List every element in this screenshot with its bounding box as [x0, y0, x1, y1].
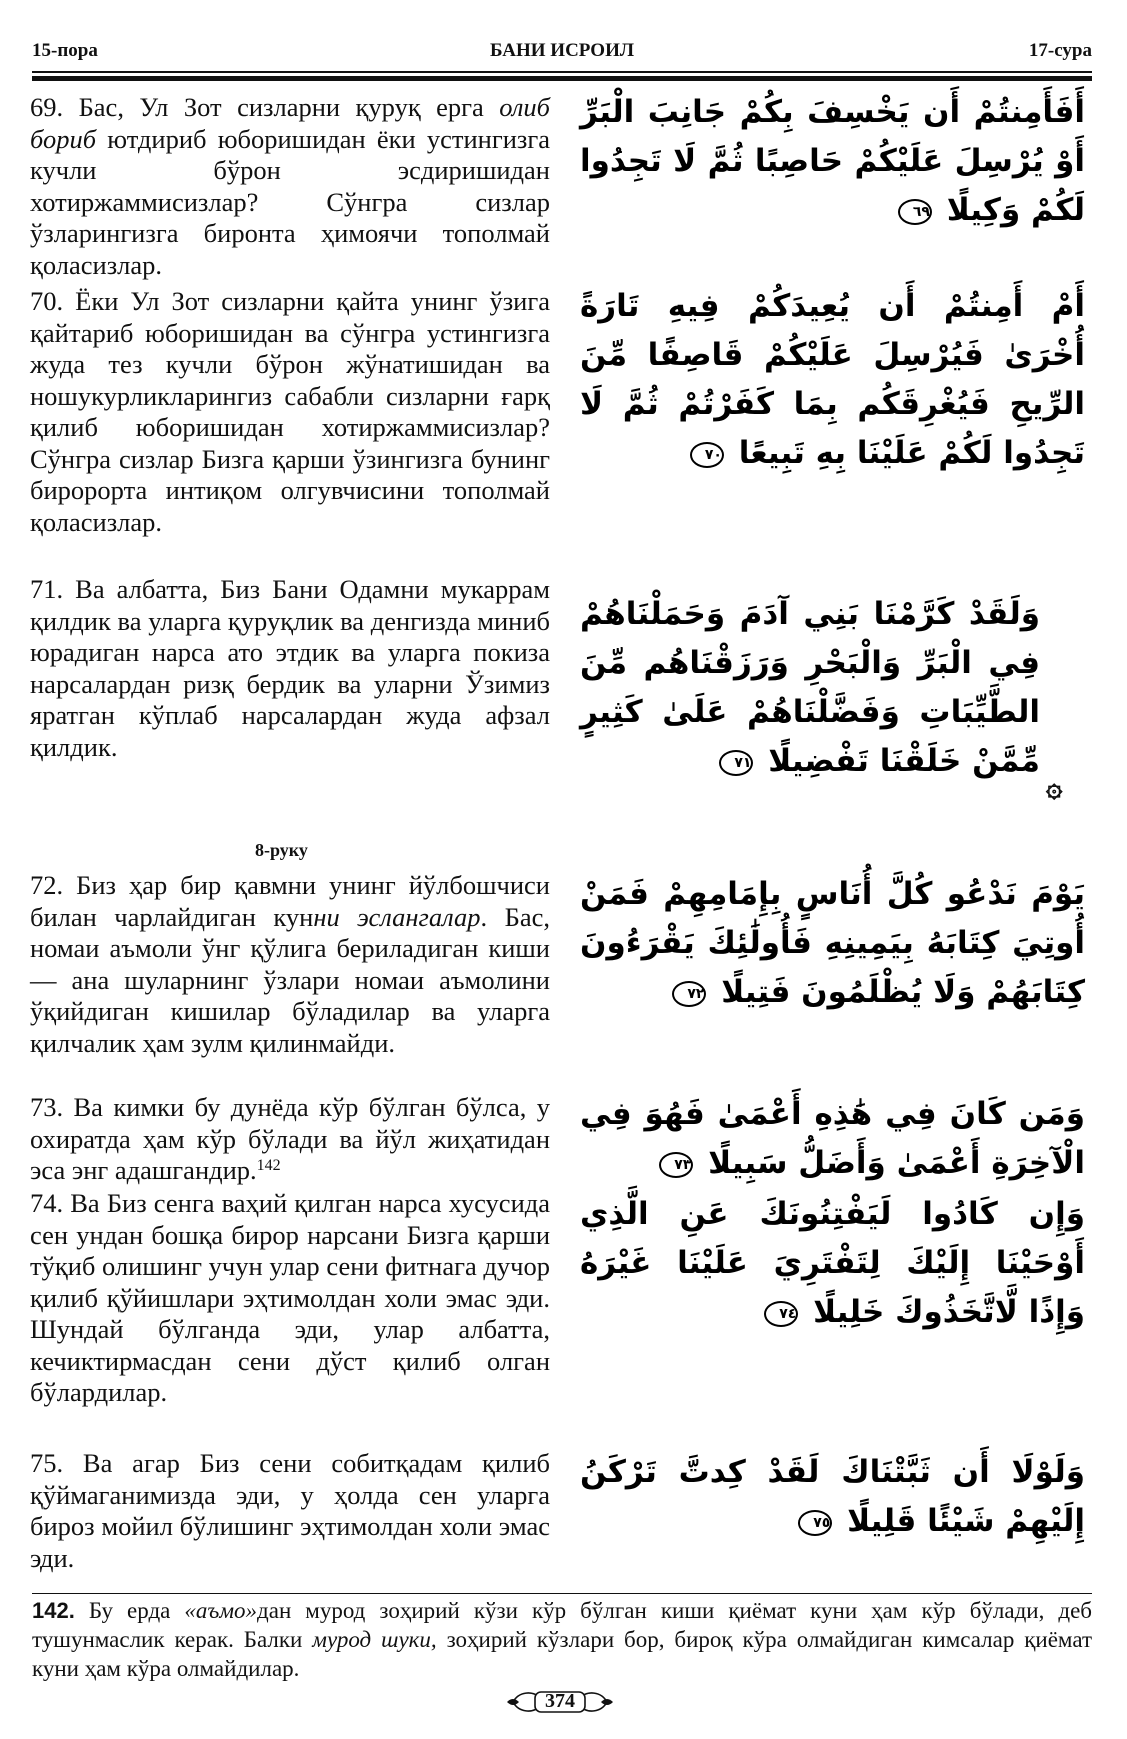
surah-title: БАНИ ИСРОИЛ — [489, 40, 635, 61]
verse-74-arabic: وَإِن كَادُوا لَيَفْتِنُونَكَ عَنِ الَّذِي أَوْحَيْنَا إِلَيْكَ لِتَفْتَرِيَ عَلَيْنَا غَيْرَهُ وَإِذًا لَّاتَّخَذُوكَ خَلِيلًا ٧٤ — [580, 1196, 1085, 1330]
sura-label: 17-сура — [1028, 40, 1092, 61]
verse-71-translation: 71. Ва албатта, Биз Бани Одамни мукаррам қилдик ва уларга қуруқлик ва денгизда миниб юрадиган нарса ато этдик ва уларга покиза нарсалардан ризқ бердик ва уларни Ўзимиз яратган кўплаб нарсалардан жуда афзал қилдик. — [30, 574, 550, 762]
header-rule-thin — [32, 71, 1092, 73]
footnote-ref-142: 142 — [256, 1157, 281, 1174]
verse-70-translation: 70. Ёки Ул Зот сизларни қайта унинг ўзига қайтариб юборишидан ва сўнгра устингизга жуда тез кучли бўрон жўнатишидан ва ношукурликларингиз сабабли сизларни ғарқ қилиб юборишидан хотиржаммисизлар? Сўнгра сизлар Бизга қарши ўзингизга бунинг биророрта интиқом олгувчисини тополмай қоласизлар. — [30, 286, 550, 537]
verse-72-translation: 72. Биз ҳар бир қавмни унинг йўлбошчиси билан чарлайдиган кунни эслангалар. Бас, номаи аъмоли ўнг қўлига бериладиган киши — ана шуларнинг ўзлари номаи аъмолини ўқийдиган кишилар бўладилар ва уларга қилчалик ҳам зулм қилинмайди. — [30, 870, 550, 1058]
ayah-number-75: ٧٥ — [798, 1510, 832, 1536]
verse-74-translation: 74. Ва Биз сенга ваҳий қилган нарса хусусида сен ундан бошқа бирор нарсани Бизга қарши тўқиб олишинг учун улар сени фитнага дучор қилиб қўйишлари эҳтимолдан холи эмас эди. Шундай бўлганда эди, улар албатта, кечиктирмасдан сени дўст қилиб олган бўлардилар. — [30, 1188, 550, 1407]
verse-69-italic: олиб бориб — [30, 92, 550, 154]
ayah-number-71: ٧١ — [719, 750, 753, 776]
verse-75-translation: 75. Ва агар Биз сени собитқадам қилиб қўймаганимизда эди, у ҳолда сен уларга бироз мойил бўлишинг эҳтимолдан холи эмас эди. — [30, 1448, 550, 1573]
page-header — [32, 40, 1092, 68]
page-number: 374 — [505, 1687, 615, 1717]
ayah-number-69: ٦٩ — [898, 199, 932, 225]
rub-marker-icon: ۞ — [1046, 770, 1063, 803]
footnote-142: 142. Бу ерда «аъмо»дан мурод зоҳирий кўзи кўр бўлган киши қиёмат куни ҳам кўр бўлади, деб тушунмаслик керак. Балки мурод шуки, зоҳирий кўзлари бор, бироқ кўра олмайдиган кимсалар қиёмат куни ҳам кўра олмайдилар. — [32, 1598, 1093, 1681]
verse-70-arabic: أَمْ أَمِنتُمْ أَن يُعِيدَكُمْ فِيهِ تَارَةً أُخْرَىٰ فَيُرْسِلَ عَلَيْكُمْ قَاصِفًا مِّنَ الرِّيحِ فَيُغْرِقَكُم بِمَا كَفَرْتُمْ ثُمَّ لَا تَجِدُوا لَكُمْ عَلَيْنَا بِهِ تَبِيعًا ٧٠ — [580, 288, 1085, 471]
ayah-number-72: ٧٢ — [672, 981, 706, 1007]
footnote-number: 142. — [32, 1598, 75, 1623]
ayah-number-73: ٧٣ — [659, 1152, 693, 1178]
ruku-label: 8-руку — [255, 840, 308, 860]
verse-69-translation: 69. Бас, Ул Зот сизларни қуруқ ерга олиб бориб ютдириб юборишидан ёки устингизга кучли бўрон эсдиришидан хотиржаммисизлар? Сўнгра сизлар ўзларингизга биронта ҳимоячи тополмай қоласизлар. — [30, 92, 550, 280]
ayah-number-74: ٧٤ — [764, 1301, 798, 1327]
footnote-rule — [32, 1593, 1092, 1594]
pora-label: 15-пора — [32, 40, 98, 61]
header-rule-thick — [32, 76, 1092, 81]
verse-75-arabic: وَلَوْلَا أَن ثَبَّتْنَاكَ لَقَدْ كِدتَّ تَرْكَنُ إِلَيْهِمْ شَيْئًا قَلِيلًا ٧٥ — [580, 1454, 1085, 1539]
ayah-number-70: ٧٠ — [690, 442, 724, 468]
verse-72-arabic: يَوْمَ نَدْعُو كُلَّ أُنَاسٍ بِإِمَامِهِمْ فَمَنْ أُوتِيَ كِتَابَهُ بِيَمِينِهِ فَأُولَٰئِكَ يَقْرَءُونَ كِتَابَهُمْ وَلَا يُظْلَمُونَ فَتِيلًا ٧٢ — [580, 876, 1085, 1010]
verse-72-italic: ни эслангалар — [313, 901, 481, 932]
verse-73-translation: 73. Ва кимки бу дунёда кўр бўлган бўлса, у охиратда ҳам кўр бўлади ва йўл жиҳатидан эса энг адашгандир.$^{142}$ — [30, 1092, 550, 1185]
verse-69-arabic: أَفَأَمِنتُمْ أَن يَخْسِفَ بِكُمْ جَانِبَ الْبَرِّ أَوْ يُرْسِلَ عَلَيْكُمْ حَاصِبًا ثُمَّ لَا تَجِدُوا لَكُمْ وَكِيلًا ٦٩ — [580, 94, 1085, 228]
verse-73-arabic: وَمَن كَانَ فِي هَٰذِهِ أَعْمَىٰ فَهُوَ فِي الْآخِرَةِ أَعْمَىٰ وَأَضَلُّ سَبِيلًا ٧٣ — [580, 1096, 1085, 1181]
verse-71-arabic: وَلَقَدْ كَرَّمْنَا بَنِي آدَمَ وَحَمَلْنَاهُمْ فِي الْبَرِّ وَالْبَحْرِ وَرَزَقْنَاهُم مِّنَ الطَّيِّبَاتِ وَفَضَّلْنَاهُمْ عَلَىٰ كَثِيرٍ مِّمَّنْ خَلَقْنَا تَفْضِيلًا ٧١ — [580, 596, 1040, 779]
